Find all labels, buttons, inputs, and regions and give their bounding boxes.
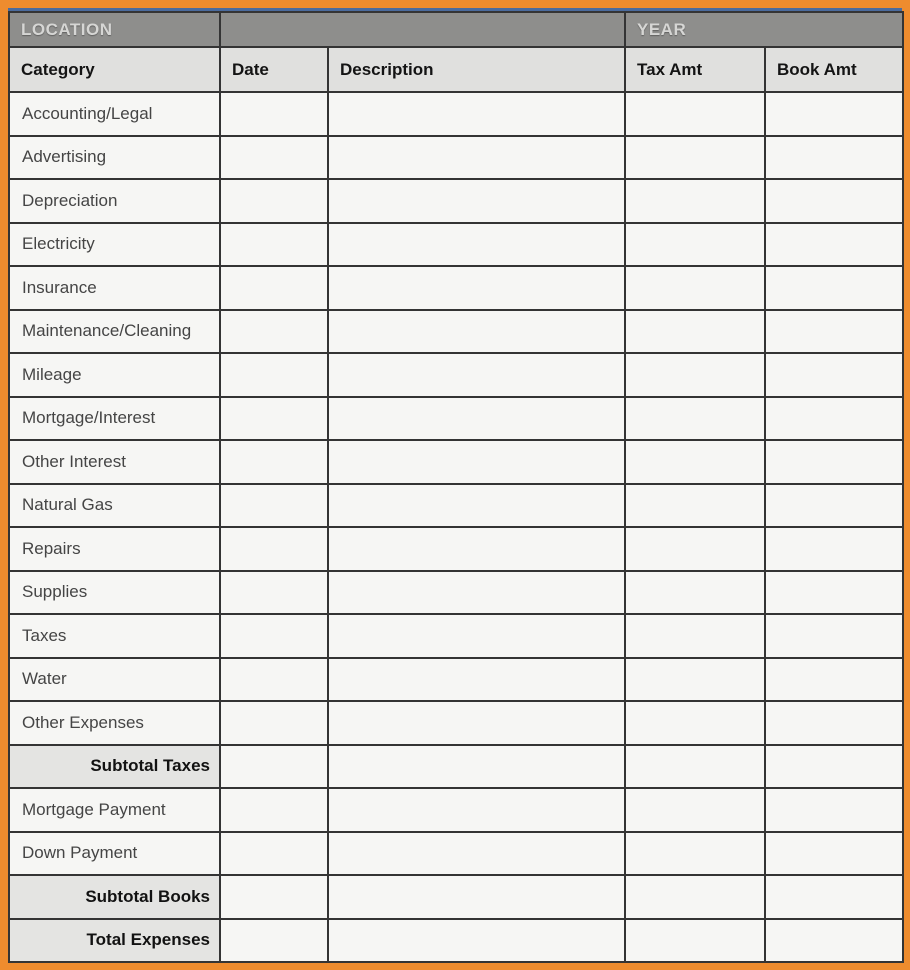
tax-amt-cell[interactable] — [625, 397, 765, 441]
book-amt-cell[interactable] — [765, 353, 903, 397]
date-cell[interactable] — [220, 788, 328, 832]
expense-table-body — [9, 92, 903, 962]
subtotal-label-cell: Subtotal Taxes — [9, 745, 220, 789]
description-cell[interactable] — [328, 484, 625, 528]
date-cell[interactable] — [220, 571, 328, 615]
tax-amt-cell[interactable] — [625, 484, 765, 528]
description-cell[interactable] — [328, 701, 625, 745]
description-cell[interactable] — [328, 919, 625, 963]
book-amt-cell[interactable] — [765, 875, 903, 919]
tax-amt-cell[interactable] — [625, 440, 765, 484]
column-header-tax-amt: Tax Amt — [625, 47, 765, 92]
description-cell[interactable] — [328, 223, 625, 267]
tax-amt-cell[interactable] — [625, 179, 765, 223]
tax-amt-cell[interactable] — [625, 614, 765, 658]
book-amt-cell[interactable] — [765, 223, 903, 267]
tax-amt-cell[interactable] — [625, 310, 765, 354]
book-amt-cell[interactable] — [765, 658, 903, 702]
description-cell[interactable] — [328, 875, 625, 919]
book-amt-cell[interactable] — [765, 484, 903, 528]
date-cell[interactable] — [220, 440, 328, 484]
table-row — [9, 310, 903, 354]
description-cell[interactable] — [328, 266, 625, 310]
book-amt-cell[interactable] — [765, 92, 903, 136]
book-amt-cell[interactable] — [765, 310, 903, 354]
book-amt-cell[interactable] — [765, 788, 903, 832]
tax-amt-cell[interactable] — [625, 92, 765, 136]
category-label-cell: Advertising — [9, 136, 220, 180]
location-label: LOCATION — [21, 19, 113, 39]
category-label-cell: Repairs — [9, 527, 220, 571]
date-cell[interactable] — [220, 527, 328, 571]
table-row — [9, 136, 903, 180]
category-label-cell: Mileage — [9, 353, 220, 397]
tax-amt-cell[interactable] — [625, 875, 765, 919]
description-cell[interactable] — [328, 788, 625, 832]
table-row — [9, 614, 903, 658]
subtotal-label-cell: Subtotal Books — [9, 875, 220, 919]
table-row — [9, 353, 903, 397]
book-amt-cell[interactable] — [765, 179, 903, 223]
date-cell[interactable] — [220, 397, 328, 441]
table-row — [9, 266, 903, 310]
book-amt-cell[interactable] — [765, 832, 903, 876]
table-row — [9, 745, 903, 789]
table-row — [9, 484, 903, 528]
book-amt-cell[interactable] — [765, 440, 903, 484]
tax-amt-cell[interactable] — [625, 353, 765, 397]
table-row — [9, 919, 903, 963]
book-amt-cell[interactable] — [765, 136, 903, 180]
category-label-cell: Mortgage Payment — [9, 788, 220, 832]
column-header-row — [9, 47, 903, 92]
book-amt-cell[interactable] — [765, 571, 903, 615]
sheet-frame — [8, 8, 902, 962]
column-header-book-amt: Book Amt — [765, 47, 903, 92]
date-cell[interactable] — [220, 658, 328, 702]
expense-table — [8, 11, 904, 963]
date-cell[interactable] — [220, 353, 328, 397]
table-row — [9, 223, 903, 267]
tax-amt-cell[interactable] — [625, 136, 765, 180]
date-cell[interactable] — [220, 484, 328, 528]
description-cell[interactable] — [328, 136, 625, 180]
tax-amt-cell[interactable] — [625, 701, 765, 745]
tax-amt-cell[interactable] — [625, 658, 765, 702]
category-label-cell: Supplies — [9, 571, 220, 615]
year-label: YEAR — [637, 19, 687, 39]
location-year-band — [9, 12, 903, 47]
date-cell[interactable] — [220, 223, 328, 267]
tax-amt-cell[interactable] — [625, 571, 765, 615]
table-row — [9, 658, 903, 702]
description-cell[interactable] — [328, 614, 625, 658]
table-row — [9, 788, 903, 832]
description-cell[interactable] — [328, 527, 625, 571]
category-label-cell: Other Expenses — [9, 701, 220, 745]
category-label-cell: Other Interest — [9, 440, 220, 484]
description-cell[interactable] — [328, 440, 625, 484]
column-header-date: Date — [220, 47, 328, 92]
description-cell[interactable] — [328, 832, 625, 876]
tax-amt-cell[interactable] — [625, 527, 765, 571]
tax-amt-cell[interactable] — [625, 788, 765, 832]
description-cell[interactable] — [328, 179, 625, 223]
subtotal-label-cell: Total Expenses — [9, 919, 220, 963]
category-label-cell: Water — [9, 658, 220, 702]
year-cell[interactable] — [625, 12, 903, 47]
table-row — [9, 397, 903, 441]
column-header-category: Category — [9, 47, 220, 92]
description-cell[interactable] — [328, 92, 625, 136]
tax-amt-cell[interactable] — [625, 266, 765, 310]
table-row — [9, 92, 903, 136]
description-cell[interactable] — [328, 745, 625, 789]
date-cell[interactable] — [220, 179, 328, 223]
table-row — [9, 701, 903, 745]
book-amt-cell[interactable] — [765, 614, 903, 658]
book-amt-cell[interactable] — [765, 745, 903, 789]
description-cell[interactable] — [328, 658, 625, 702]
date-cell[interactable] — [220, 136, 328, 180]
date-cell[interactable] — [220, 310, 328, 354]
location-cell[interactable] — [9, 12, 220, 47]
book-amt-cell[interactable] — [765, 527, 903, 571]
tax-amt-cell[interactable] — [625, 223, 765, 267]
date-cell[interactable] — [220, 701, 328, 745]
table-row — [9, 875, 903, 919]
category-label-cell: Natural Gas — [9, 484, 220, 528]
category-label-cell: Down Payment — [9, 832, 220, 876]
tax-amt-cell[interactable] — [625, 832, 765, 876]
tax-amt-cell[interactable] — [625, 919, 765, 963]
date-cell[interactable] — [220, 745, 328, 789]
column-header-description: Description — [328, 47, 625, 92]
book-amt-cell[interactable] — [765, 397, 903, 441]
date-cell[interactable] — [220, 266, 328, 310]
table-row — [9, 440, 903, 484]
book-amt-cell[interactable] — [765, 701, 903, 745]
table-row — [9, 179, 903, 223]
table-row — [9, 571, 903, 615]
location-value-cell[interactable] — [220, 12, 625, 47]
table-row — [9, 527, 903, 571]
date-cell[interactable] — [220, 92, 328, 136]
date-cell[interactable] — [220, 919, 328, 963]
description-cell[interactable] — [328, 571, 625, 615]
category-label-cell: Accounting/Legal — [9, 92, 220, 136]
book-amt-cell[interactable] — [765, 266, 903, 310]
category-label-cell: Depreciation — [9, 179, 220, 223]
description-cell[interactable] — [328, 397, 625, 441]
category-label-cell: Electricity — [9, 223, 220, 267]
description-cell[interactable] — [328, 310, 625, 354]
date-cell[interactable] — [220, 832, 328, 876]
category-label-cell: Maintenance/Cleaning — [9, 310, 220, 354]
category-label-cell: Mortgage/Interest — [9, 397, 220, 441]
category-label-cell: Insurance — [9, 266, 220, 310]
category-label-cell: Taxes — [9, 614, 220, 658]
book-amt-cell[interactable] — [765, 919, 903, 963]
date-cell[interactable] — [220, 614, 328, 658]
tax-amt-cell[interactable] — [625, 745, 765, 789]
description-cell[interactable] — [328, 353, 625, 397]
date-cell[interactable] — [220, 875, 328, 919]
table-row — [9, 832, 903, 876]
